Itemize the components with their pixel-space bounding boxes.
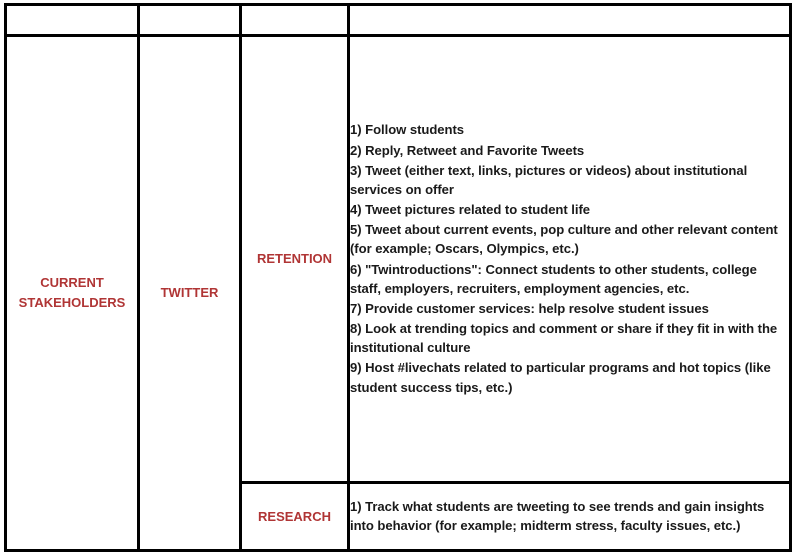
column-header-stakeholder: STAKEHOLDER (6, 5, 139, 36)
cell-objective-research: RESEARCH (241, 483, 349, 551)
cell-activities-research (349, 483, 791, 551)
list-item: 5) Tweet about current events, pop culture and other relevant content (for example; Oscars, Olympics, etc.) (350, 222, 778, 257)
column-header-objective: OBJECTIVE (241, 5, 349, 36)
cell-stakeholder (6, 36, 139, 551)
cell-activities-retention (349, 36, 791, 483)
table-row-retention (6, 36, 791, 483)
table-body (6, 36, 791, 551)
list-item: 6) "Twintroductions": Connect students to other students, college staff, employers, recruiters, employment agencies, etc. (350, 261, 757, 296)
cell-platform: TWITTER (139, 36, 241, 551)
stakeholder-line-1: CURRENT (40, 274, 104, 290)
stakeholder-line-2: STAKEHOLDERS (18, 295, 126, 310)
list-item: 9) Host #livechats related to particular programs and hot topics (like student success tips, etc.) (350, 360, 771, 395)
list-item: 3) Tweet (either text, links, pictures or videos) about institutional services on offer (350, 162, 748, 197)
list-item: 8) Look at trending topics and comment or share if they fit in with the institutional culture (350, 321, 778, 356)
activity-list-retention (350, 120, 789, 396)
table-header (6, 5, 791, 36)
list-item: 2) Reply, Retweet and Favorite Tweets (350, 142, 585, 158)
list-item: 1) Track what students are tweeting to see trends and gain insights into behavior (for example; midterm stress, faculty issues, etc.) (350, 498, 765, 534)
column-header-activities: POSSIBLE ACTIVITIES (349, 5, 791, 36)
list-item: 1) Follow students (350, 122, 465, 138)
list-item: 7) Provide customer services: help resolve student issues (350, 300, 709, 316)
header-row (6, 5, 791, 36)
cell-objective-retention: RETENTION (241, 36, 349, 483)
activity-list-research (350, 497, 789, 535)
list-item: 4) Tweet pictures related to student life (350, 202, 590, 218)
strategy-matrix-table (4, 3, 792, 552)
column-header-platform: PLATFORM (139, 5, 241, 36)
